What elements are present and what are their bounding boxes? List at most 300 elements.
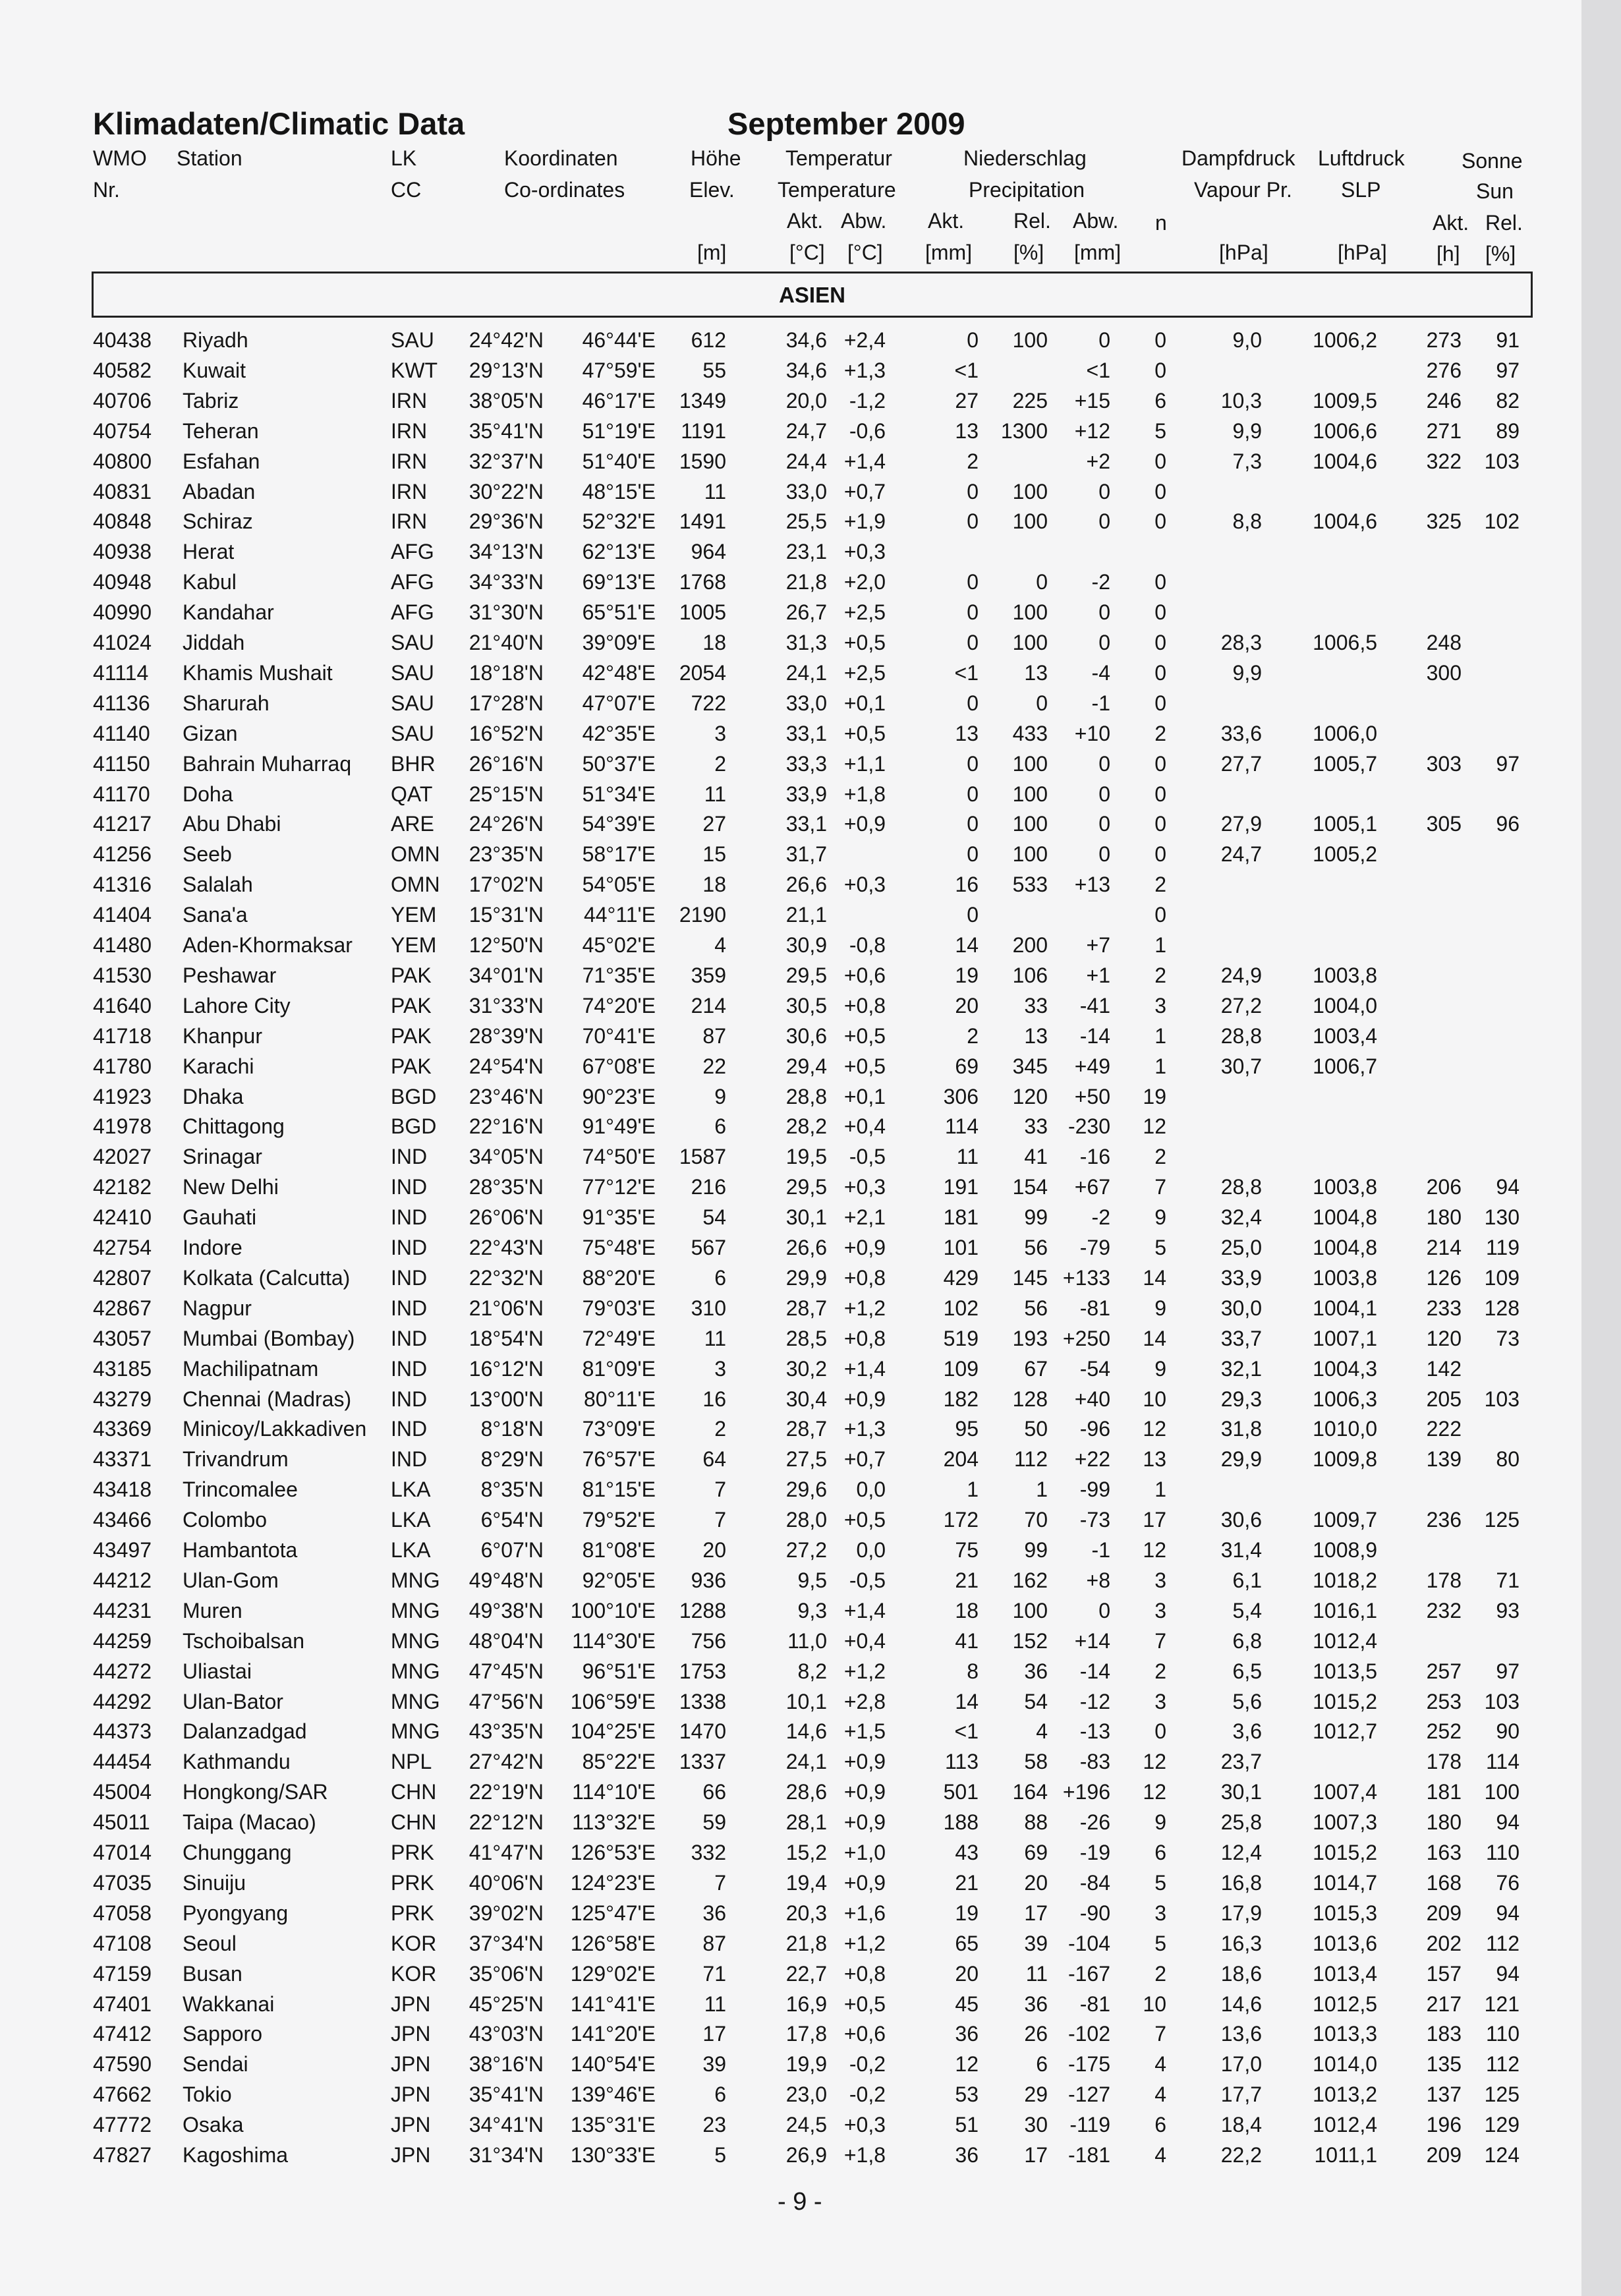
cell-country-code: IRN	[391, 449, 428, 473]
table-row	[0, 1992, 1581, 2023]
cell-station-name: Seoul	[183, 1931, 237, 1955]
cell-wmo-number: 47108	[93, 1931, 152, 1955]
cell-precip-days: 0	[1154, 691, 1166, 715]
cell-station-name: Pyongyang	[183, 1901, 289, 1925]
cell-precip-days: 3	[1154, 1598, 1166, 1622]
cell-temp-deviation: +2,1	[843, 1205, 886, 1230]
page-title: Klimadaten/Climatic Data	[93, 106, 465, 141]
table-row	[0, 1447, 1581, 1478]
cell-temp-actual: 33,0	[785, 479, 827, 503]
cell-longitude: 54°05'E	[582, 873, 656, 897]
cell-precip-days: 1	[1154, 933, 1166, 957]
cell-sun-relative: 94	[1496, 1175, 1520, 1199]
cell-wmo-number: 41640	[93, 993, 152, 1018]
cell-vapour-pressure: 28,3	[1220, 631, 1262, 654]
table-row	[0, 1780, 1581, 1810]
cell-temp-deviation: +0,5	[843, 631, 886, 654]
cell-precip-days: 5	[1154, 418, 1166, 443]
cell-precip-actual: 1	[967, 1478, 979, 1502]
cell-latitude: 29°13'N	[469, 358, 544, 382]
cell-longitude: 88°20'E	[582, 1265, 656, 1290]
table-row	[0, 1387, 1581, 1418]
cell-latitude: 31°33'N	[469, 993, 544, 1018]
cell-precip-days: 12	[1143, 1780, 1166, 1804]
cell-longitude: 47°59'E	[582, 358, 656, 382]
cell-precip-actual: 21	[955, 1870, 979, 1895]
cell-wmo-number: 47159	[93, 1961, 152, 1986]
cell-sea-level-pressure: 1004,0	[1313, 993, 1377, 1018]
cell-precip-actual: 41	[955, 1628, 979, 1653]
cell-elevation: 23	[702, 2113, 726, 2137]
cell-wmo-number: 41136	[93, 691, 150, 715]
cell-sun-actual: 300	[1426, 660, 1462, 685]
cell-precip-deviation: -19	[1079, 1841, 1110, 1864]
cell-temp-deviation: +0,5	[843, 1054, 886, 1078]
cell-wmo-number: 42807	[93, 1265, 152, 1290]
table-row	[0, 540, 1581, 570]
table-row	[0, 2082, 1581, 2113]
cell-temp-actual: 30,9	[785, 933, 827, 957]
cell-country-code: JPN	[391, 2082, 431, 2107]
cell-precip-actual: 11	[956, 1145, 979, 1169]
cell-latitude: 22°12'N	[469, 1810, 544, 1835]
cell-precip-days: 0	[1154, 449, 1166, 473]
cell-longitude: 90°23'E	[582, 1084, 656, 1108]
cell-wmo-number: 44373	[93, 1719, 152, 1744]
cell-precip-actual: 0	[967, 570, 979, 594]
cell-wmo-number: 41978	[93, 1114, 152, 1139]
cell-latitude: 43°35'N	[469, 1719, 544, 1744]
cell-latitude: 24°42'N	[469, 328, 544, 352]
cell-precip-actual: 0	[967, 509, 979, 534]
col-head-coord: Co-ordinates	[504, 178, 625, 202]
cell-longitude: 81°09'E	[582, 1356, 656, 1381]
cell-country-code: BGD	[391, 1114, 437, 1139]
cell-sea-level-pressure: 1004,8	[1313, 1205, 1377, 1230]
cell-country-code: IND	[391, 1417, 428, 1441]
cell-precip-days: 0	[1154, 328, 1166, 352]
cell-temp-actual: 28,8	[785, 1084, 827, 1108]
cell-station-name: Jiddah	[183, 631, 245, 654]
cell-wmo-number: 42410	[93, 1205, 152, 1230]
cell-country-code: IND	[391, 1326, 428, 1350]
cell-sun-actual: 271	[1426, 418, 1462, 443]
cell-sun-relative: 96	[1496, 812, 1520, 836]
cell-wmo-number: 41718	[93, 1023, 152, 1048]
col-unit-slp: [hPa]	[1338, 241, 1387, 264]
col-head-slp-de: Luftdruck	[1318, 146, 1405, 170]
cell-wmo-number: 40706	[93, 388, 152, 413]
cell-country-code: QAT	[391, 782, 433, 806]
cell-wmo-number: 42867	[93, 1296, 152, 1320]
cell-precip-deviation: +15	[1074, 388, 1110, 413]
cell-country-code: MNG	[391, 1689, 440, 1713]
cell-latitude: 15°31'N	[469, 903, 544, 927]
cell-latitude: 35°41'N	[469, 418, 544, 443]
cell-sun-actual: 233	[1426, 1296, 1462, 1320]
cell-precip-relative: 6	[1036, 2052, 1048, 2077]
cell-temp-actual: 22,7	[785, 1961, 827, 1986]
cell-precip-deviation: +8	[1086, 1568, 1110, 1592]
table-row	[0, 1478, 1581, 1508]
cell-precip-deviation: -102	[1067, 2022, 1110, 2046]
cell-country-code: AFG	[391, 600, 434, 625]
cell-precip-days: 0	[1154, 509, 1166, 534]
cell-latitude: 13°00'N	[469, 1387, 544, 1411]
cell-elevation: 1349	[679, 388, 726, 413]
col-unit-nied-akt: [mm]	[925, 241, 973, 264]
cell-precip-deviation: -1	[1091, 1538, 1110, 1562]
cell-vapour-pressure: 27,7	[1220, 751, 1262, 776]
cell-precip-actual: 0	[967, 812, 979, 836]
cell-country-code: JPN	[391, 2022, 431, 2046]
cell-precip-actual: 101	[943, 1236, 979, 1259]
cell-country-code: IND	[391, 1145, 428, 1169]
cell-precip-relative: 88	[1024, 1810, 1048, 1835]
cell-precip-deviation: +7	[1086, 933, 1110, 957]
cell-sea-level-pressure: 1010,0	[1313, 1417, 1377, 1441]
cell-elevation: 54	[702, 1205, 726, 1230]
cell-temp-actual: 20,3	[785, 1901, 827, 1925]
region-label: ASIEN	[779, 283, 845, 307]
table-row	[0, 1417, 1581, 1447]
table-row	[0, 782, 1581, 813]
col-unit-temp-akt: [°C]	[789, 241, 825, 264]
cell-precip-actual: 51	[955, 2113, 979, 2137]
cell-temp-actual: 28,7	[785, 1417, 827, 1441]
cell-sea-level-pressure: 1006,3	[1313, 1387, 1377, 1411]
cell-latitude: 8°18'N	[480, 1417, 544, 1441]
cell-sea-level-pressure: 1013,2	[1313, 2082, 1377, 2107]
cell-station-name: Salalah	[183, 873, 253, 897]
cell-precip-days: 0	[1154, 631, 1166, 654]
cell-precip-relative: 152	[1012, 1628, 1048, 1653]
cell-longitude: 74°20'E	[582, 993, 656, 1018]
cell-country-code: CHN	[391, 1780, 437, 1804]
cell-temp-actual: 30,4	[785, 1387, 827, 1411]
cell-elevation: 15	[702, 842, 726, 867]
cell-precip-actual: 113	[944, 1750, 979, 1774]
cell-precip-deviation: -13	[1079, 1719, 1110, 1744]
cell-station-name: Sharurah	[183, 691, 270, 715]
cell-sun-relative: 100	[1484, 1780, 1520, 1804]
cell-precip-actual: 429	[943, 1265, 979, 1290]
cell-country-code: PAK	[391, 1054, 432, 1078]
cell-precip-actual: 16	[955, 873, 979, 897]
cell-longitude: 80°11'E	[583, 1387, 656, 1411]
cell-sun-actual: 246	[1426, 388, 1462, 413]
cell-precip-days: 2	[1154, 873, 1166, 897]
cell-elevation: 36	[702, 1901, 726, 1925]
cell-precip-days: 7	[1154, 1628, 1166, 1653]
cell-sun-relative: 91	[1496, 328, 1520, 352]
cell-temp-deviation: +1,8	[843, 782, 886, 806]
cell-precip-relative: 69	[1024, 1841, 1048, 1864]
cell-longitude: 74°50'E	[582, 1145, 656, 1169]
cell-country-code: YEM	[391, 903, 437, 927]
cell-elevation: 2190	[679, 903, 726, 927]
cell-latitude: 45°25'N	[469, 1992, 544, 2016]
cell-precip-days: 1	[1154, 1054, 1166, 1078]
cell-latitude: 12°50'N	[469, 933, 544, 957]
cell-temp-actual: 10,1	[785, 1689, 827, 1713]
cell-country-code: MNG	[391, 1628, 440, 1653]
cell-temp-deviation: +0,5	[843, 721, 886, 745]
cell-precip-days: 0	[1154, 842, 1166, 867]
cell-sun-relative: 97	[1496, 1659, 1520, 1683]
cell-temp-actual: 24,4	[785, 449, 827, 473]
table-row	[0, 933, 1581, 963]
cell-latitude: 22°43'N	[469, 1236, 544, 1259]
cell-wmo-number: 40800	[93, 449, 152, 473]
cell-sea-level-pressure: 1005,2	[1313, 842, 1377, 867]
cell-precip-actual: 102	[943, 1296, 979, 1320]
cell-sea-level-pressure: 1018,2	[1313, 1568, 1377, 1592]
cell-latitude: 38°16'N	[469, 2052, 544, 2077]
cell-latitude: 17°02'N	[469, 873, 544, 897]
cell-precip-deviation: -104	[1067, 1931, 1110, 1955]
cell-sun-actual: 120	[1426, 1326, 1462, 1350]
table-row	[0, 1296, 1581, 1327]
cell-precip-actual: 8	[967, 1659, 979, 1683]
cell-precip-deviation: -167	[1067, 1961, 1110, 1986]
cell-vapour-pressure: 27,2	[1220, 993, 1262, 1018]
cell-longitude: 75°48'E	[582, 1236, 656, 1259]
cell-temp-actual: 30,6	[785, 1023, 827, 1048]
cell-station-name: Busan	[183, 1961, 242, 1986]
cell-sea-level-pressure: 1006,0	[1313, 721, 1377, 745]
cell-sun-relative: 97	[1496, 751, 1520, 776]
cell-country-code: YEM	[391, 933, 437, 957]
cell-wmo-number: 41150	[93, 751, 150, 776]
col-unit-sun-rel: [%]	[1485, 242, 1516, 266]
cell-latitude: 17°28'N	[469, 691, 544, 715]
cell-station-name: Srinagar	[183, 1145, 262, 1169]
cell-longitude: 91°35'E	[582, 1205, 656, 1230]
cell-station-name: Hongkong/SAR	[183, 1780, 328, 1804]
cell-precip-deviation: -79	[1079, 1236, 1110, 1259]
cell-latitude: 47°45'N	[469, 1659, 544, 1683]
cell-elevation: 722	[691, 691, 726, 715]
cell-longitude: 51°19'E	[582, 418, 656, 443]
table-row	[0, 1236, 1581, 1266]
cell-temp-actual: 33,3	[785, 751, 827, 776]
cell-precip-deviation: -81	[1079, 1992, 1110, 2016]
cell-country-code: IRN	[391, 418, 428, 443]
cell-precip-actual: 43	[955, 1841, 979, 1864]
cell-precip-actual: 172	[943, 1508, 979, 1532]
cell-temp-deviation: +0,3	[843, 540, 886, 564]
table-row	[0, 752, 1581, 782]
cell-precip-days: 13	[1143, 1447, 1166, 1472]
table-row	[0, 1932, 1581, 1962]
cell-station-name: Sana'a	[183, 903, 248, 927]
cell-country-code: PRK	[391, 1841, 434, 1864]
cell-precip-relative: 100	[1012, 842, 1048, 867]
cell-temp-actual: 20,0	[785, 388, 827, 413]
cell-precip-deviation: -90	[1079, 1901, 1110, 1925]
cell-longitude: 114°30'E	[572, 1628, 656, 1653]
cell-precip-deviation: +40	[1074, 1387, 1110, 1411]
cell-station-name: Khanpur	[183, 1023, 262, 1048]
col-unit-vap: [hPa]	[1219, 241, 1268, 264]
cell-temp-deviation: +0,9	[843, 1750, 886, 1774]
cell-precip-days: 12	[1143, 1750, 1166, 1774]
cell-latitude: 8°35'N	[480, 1478, 544, 1502]
cell-wmo-number: 43371	[93, 1447, 152, 1472]
cell-temp-deviation: 0,0	[856, 1478, 886, 1502]
cell-longitude: 79°03'E	[582, 1296, 656, 1320]
table-row	[0, 359, 1581, 389]
cell-wmo-number: 40938	[93, 540, 152, 564]
col-head-koord: Koordinaten	[504, 146, 618, 170]
cell-sun-relative: 94	[1496, 1810, 1520, 1835]
cell-station-name: Schiraz	[183, 509, 253, 534]
cell-country-code: LKA	[391, 1478, 431, 1502]
cell-sun-actual: 222	[1426, 1417, 1462, 1441]
cell-sea-level-pressure: 1006,2	[1313, 328, 1377, 352]
cell-elevation: 59	[702, 1810, 726, 1835]
cell-elevation: 214	[691, 993, 726, 1018]
cell-sun-relative: 76	[1496, 1870, 1520, 1895]
cell-wmo-number: 41217	[93, 812, 152, 836]
cell-precip-deviation: -26	[1079, 1810, 1110, 1835]
cell-country-code: IRN	[391, 479, 428, 503]
table-row	[0, 1841, 1581, 1871]
cell-temp-deviation: +1,4	[843, 1356, 886, 1381]
cell-precip-deviation: -14	[1079, 1659, 1110, 1683]
cell-wmo-number: 44272	[93, 1659, 152, 1683]
cell-precip-days: 0	[1154, 358, 1166, 382]
cell-wmo-number: 47014	[93, 1841, 152, 1864]
cell-vapour-pressure: 13,6	[1220, 2022, 1262, 2046]
cell-temp-actual: 24,7	[785, 418, 827, 443]
cell-temp-deviation: 0,0	[856, 1538, 886, 1562]
cell-sun-relative: 114	[1485, 1750, 1520, 1774]
cell-sea-level-pressure: 1003,8	[1313, 1265, 1377, 1290]
cell-temp-actual: 28,0	[785, 1508, 827, 1532]
cell-precip-actual: <1	[954, 1719, 979, 1744]
cell-country-code: JPN	[391, 1992, 431, 2016]
col-unit-sun-akt: [h]	[1436, 242, 1460, 266]
cell-country-code: BHR	[391, 751, 436, 776]
cell-latitude: 6°54'N	[480, 1508, 544, 1532]
cell-longitude: 72°49'E	[582, 1326, 656, 1350]
cell-precip-relative: 58	[1024, 1750, 1048, 1774]
cell-country-code: MNG	[391, 1568, 440, 1592]
cell-precip-days: 0	[1154, 751, 1166, 776]
cell-country-code: AFG	[391, 540, 434, 564]
cell-precip-relative: 145	[1012, 1265, 1048, 1290]
cell-longitude: 73°09'E	[582, 1417, 656, 1441]
cell-station-name: Seeb	[183, 842, 232, 867]
cell-elevation: 17	[702, 2022, 726, 2046]
table-row	[0, 1175, 1581, 1205]
cell-station-name: Indore	[183, 1236, 242, 1259]
cell-sun-relative: 103	[1484, 1387, 1520, 1411]
cell-longitude: 124°23'E	[570, 1870, 656, 1895]
cell-precip-deviation: -230	[1067, 1114, 1110, 1139]
col-unit-nied-rel: [%]	[1013, 241, 1044, 264]
cell-station-name: Wakkanai	[183, 1992, 275, 2016]
col-head-temp-abw: Abw.	[841, 209, 887, 233]
cell-temp-actual: 16,9	[785, 1992, 827, 2016]
cell-temp-actual: 34,6	[785, 358, 827, 382]
cell-latitude: 40°06'N	[469, 1870, 544, 1895]
table-row	[0, 419, 1581, 449]
cell-temp-deviation: +1,2	[843, 1659, 886, 1683]
cell-elevation: 1191	[681, 418, 726, 443]
cell-precip-actual: 53	[955, 2082, 979, 2107]
cell-latitude: 48°04'N	[469, 1628, 544, 1653]
cell-temp-deviation: +1,9	[843, 509, 886, 534]
table-row	[0, 1266, 1581, 1296]
cell-wmo-number: 41140	[93, 721, 150, 745]
cell-temp-deviation: +1,2	[843, 1296, 886, 1320]
cell-vapour-pressure: 6,1	[1232, 1568, 1262, 1592]
cell-latitude: 30°22'N	[469, 479, 544, 503]
cell-temp-deviation: -0,6	[849, 418, 886, 443]
table-row	[0, 1538, 1581, 1568]
cell-latitude: 49°38'N	[469, 1598, 544, 1622]
cell-precip-days: 12	[1143, 1417, 1166, 1441]
cell-wmo-number: 45011	[93, 1810, 150, 1835]
cell-temp-actual: 30,1	[785, 1205, 827, 1230]
cell-sun-relative: 110	[1485, 1841, 1520, 1864]
cell-precip-days: 14	[1143, 1265, 1166, 1290]
cell-station-name: Khamis Mushait	[183, 660, 333, 685]
cell-longitude: 135°31'E	[570, 2113, 656, 2137]
cell-country-code: IND	[391, 1175, 428, 1199]
cell-precip-deviation: -14	[1079, 1023, 1110, 1048]
cell-station-name: Kandahar	[183, 600, 274, 625]
cell-sea-level-pressure: 1012,4	[1313, 1628, 1377, 1653]
cell-vapour-pressure: 25,0	[1220, 1236, 1262, 1259]
table-row	[0, 722, 1581, 752]
cell-sea-level-pressure: 1003,8	[1313, 1175, 1377, 1199]
cell-vapour-pressure: 10,3	[1220, 388, 1262, 413]
cell-temp-actual: 31,3	[785, 631, 827, 654]
cell-station-name: Herat	[183, 540, 235, 564]
cell-latitude: 35°06'N	[469, 1961, 544, 1986]
cell-sun-actual: 178	[1426, 1750, 1462, 1774]
cell-station-name: Kolkata (Calcutta)	[183, 1265, 351, 1290]
cell-elevation: 7	[714, 1508, 726, 1532]
cell-temp-deviation: +0,7	[843, 479, 886, 503]
cell-vapour-pressure: 16,3	[1220, 1931, 1262, 1955]
cell-temp-actual: 24,1	[785, 1750, 827, 1774]
cell-sun-actual: 139	[1426, 1447, 1462, 1472]
cell-precip-days: 6	[1154, 388, 1166, 413]
cell-vapour-pressure: 5,6	[1232, 1689, 1262, 1713]
cell-elevation: 2054	[679, 660, 726, 685]
cell-elevation: 3	[714, 1356, 726, 1381]
cell-station-name: Minicoy/Lakkadiven	[183, 1417, 367, 1441]
cell-country-code: SAU	[391, 721, 434, 745]
cell-station-name: Aden-Khormaksar	[183, 933, 353, 957]
cell-sun-relative: 80	[1496, 1447, 1520, 1472]
cell-precip-actual: 306	[943, 1084, 979, 1108]
cell-sun-actual: 180	[1426, 1810, 1462, 1835]
cell-sun-actual: 168	[1426, 1870, 1462, 1895]
cell-precip-relative: 36	[1024, 1659, 1048, 1683]
cell-elevation: 7	[714, 1870, 726, 1895]
cell-vapour-pressure: 28,8	[1220, 1023, 1262, 1048]
cell-sea-level-pressure: 1004,8	[1313, 1236, 1377, 1259]
cell-precip-actual: 109	[943, 1356, 979, 1381]
col-head-nied-rel: Rel.	[1013, 209, 1051, 233]
cell-longitude: 47°07'E	[582, 691, 656, 715]
